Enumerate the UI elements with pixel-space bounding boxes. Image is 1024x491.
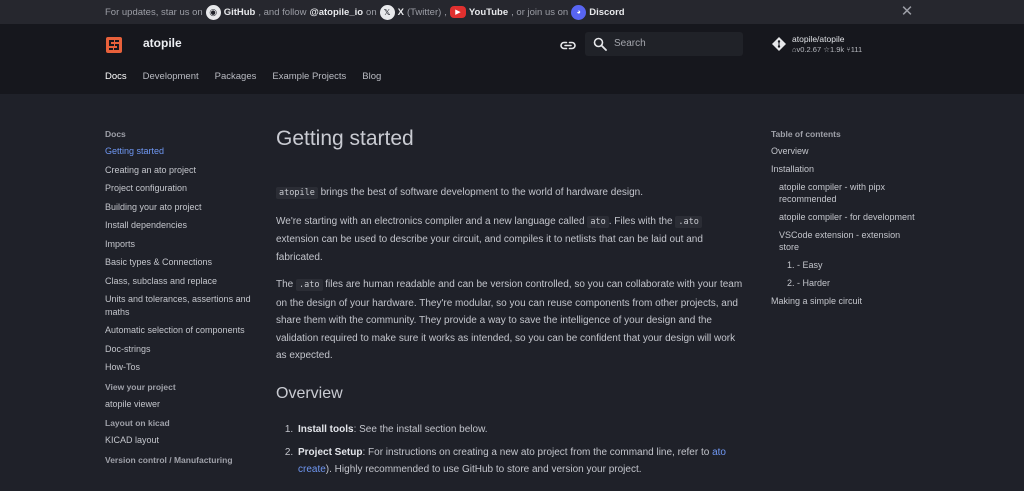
inline-code: ato bbox=[587, 216, 608, 228]
announce-follow: , and follow bbox=[258, 6, 307, 18]
site-title[interactable]: atopile bbox=[143, 36, 182, 50]
toc-item-installation[interactable]: Installation bbox=[771, 164, 815, 174]
announce-comma: , bbox=[444, 6, 447, 18]
list-item-text: : For instructions on creating a new ato project from the command line, refer to bbox=[362, 446, 713, 458]
sidebar-item-getting-started[interactable]: Getting started bbox=[105, 146, 165, 156]
youtube-icon[interactable]: ▶ bbox=[450, 6, 466, 18]
twitter-handle-link[interactable]: @atopile_io bbox=[309, 6, 364, 18]
tab-packages[interactable]: Packages bbox=[214, 71, 257, 82]
repo-stats bbox=[792, 45, 862, 54]
paragraph-text: The bbox=[276, 279, 297, 290]
close-icon[interactable]: ✕ bbox=[900, 3, 914, 20]
table-of-contents bbox=[771, 129, 921, 313]
toc-item-development[interactable]: atopile compiler - for development bbox=[779, 212, 915, 222]
x-link[interactable]: X bbox=[397, 6, 404, 18]
paragraph-text: . Files with the bbox=[608, 215, 676, 227]
announcement-bar bbox=[0, 0, 1024, 24]
fork-icon: ⑂ bbox=[846, 45, 851, 54]
repo-link[interactable] bbox=[771, 33, 891, 57]
announce-or-join: , or join us on bbox=[511, 6, 569, 18]
list-item-title: Install tools bbox=[298, 423, 354, 435]
sidebar-item-install-deps[interactable]: Install dependencies bbox=[105, 220, 188, 230]
sidebar-item-doc-strings[interactable]: Doc-strings bbox=[105, 343, 151, 354]
logo-icon[interactable] bbox=[106, 37, 122, 53]
sidebar-section-view: View your project bbox=[105, 381, 176, 392]
sidebar-item-creating-project[interactable]: Creating an ato project bbox=[105, 164, 197, 175]
toc-item-easy[interactable]: 1. - Easy bbox=[787, 260, 823, 270]
intro-paragraph bbox=[276, 184, 746, 203]
list-item bbox=[296, 421, 746, 438]
search-box[interactable] bbox=[585, 32, 743, 56]
paragraph-text: We're starting with an electronics compiler and a new language called bbox=[276, 215, 588, 227]
repo-version: v0.2.67 bbox=[796, 45, 822, 54]
search-placeholder: Search bbox=[614, 38, 646, 49]
tab-docs[interactable]: Docs bbox=[105, 71, 127, 82]
toc-item-harder[interactable]: 2. - Harder bbox=[787, 278, 831, 288]
compiler-paragraph bbox=[276, 213, 746, 267]
sidebar-item-how-tos[interactable]: How-Tos bbox=[105, 362, 141, 372]
link-icon[interactable] bbox=[559, 36, 577, 54]
sidebar-section-version-control: Version control / Manufacturing bbox=[105, 454, 233, 465]
inline-code: .ato bbox=[675, 216, 701, 228]
list-item-text: ). Highly recommended to use GitHub to store and version your project. bbox=[325, 463, 642, 475]
discord-icon[interactable]: ◕ bbox=[571, 5, 586, 20]
sidebar-item-imports[interactable]: Imports bbox=[105, 238, 136, 249]
main-content bbox=[276, 127, 746, 484]
announce-on: on bbox=[366, 6, 377, 18]
sidebar-item-building[interactable]: Building your ato project bbox=[105, 201, 202, 212]
page-title: Getting started bbox=[276, 127, 414, 150]
announce-prefix: For updates, star us on bbox=[105, 6, 203, 18]
overview-list bbox=[296, 421, 746, 478]
announcement-text bbox=[105, 0, 625, 24]
discord-link[interactable]: Discord bbox=[589, 6, 625, 18]
sidebar-item-basic-types[interactable]: Basic types & Connections bbox=[105, 257, 213, 267]
toc-item-vscode[interactable]: VSCode extension - extension store bbox=[779, 230, 901, 252]
sidebar-item-kicad-layout[interactable]: KICAD layout bbox=[105, 435, 160, 445]
git-icon bbox=[771, 36, 787, 52]
github-link[interactable]: GitHub bbox=[223, 6, 256, 18]
repo-stars: 1.9k bbox=[829, 45, 845, 54]
paragraph-text: brings the best of software development to the world of hardware design. bbox=[317, 187, 644, 198]
paragraph-text: files are human readable and can be version controlled, so you can collaborate with your team on the design of your hardware. They're modular, so you can reuse components from other projects, and share them with the community. They provide a way to save the intelligence of your design and the validation required to make sure it works as intended, so you can be confident that your design will work as expected. bbox=[276, 279, 743, 361]
sidebar-nav bbox=[105, 129, 255, 471]
x-icon[interactable]: 𝕏 bbox=[380, 5, 395, 20]
nav-tabs bbox=[105, 71, 381, 82]
tag-icon: ⌂ bbox=[792, 45, 797, 54]
list-item bbox=[296, 444, 746, 478]
sidebar-item-units[interactable]: Units and tolerances, assertions and maths bbox=[105, 294, 251, 317]
github-icon[interactable]: ◉ bbox=[206, 5, 221, 20]
list-item-text: : See the install section below. bbox=[353, 423, 488, 435]
sidebar-item-viewer[interactable]: atopile viewer bbox=[105, 398, 161, 409]
site-header bbox=[0, 24, 1024, 94]
toc-title: Table of contents bbox=[771, 129, 841, 139]
sidebar-item-auto-selection[interactable]: Automatic selection of components bbox=[105, 325, 245, 335]
search-icon bbox=[593, 37, 607, 51]
youtube-link[interactable]: YouTube bbox=[468, 6, 509, 18]
sidebar-item-class-subclass[interactable]: Class, subclass and replace bbox=[105, 275, 218, 286]
sidebar-section-docs: Docs bbox=[105, 129, 126, 139]
files-paragraph bbox=[276, 276, 746, 365]
x-twitter-label: (Twitter) bbox=[406, 6, 442, 18]
toc-item-overview[interactable]: Overview bbox=[771, 146, 809, 156]
ato-create-link[interactable]: ato create bbox=[298, 446, 726, 475]
toc-item-pipx[interactable]: atopile compiler - with pipx recommended bbox=[779, 182, 886, 204]
tab-development[interactable]: Development bbox=[142, 71, 199, 82]
list-item-title: Project Setup bbox=[298, 446, 363, 458]
star-icon: ☆ bbox=[823, 45, 830, 54]
sidebar-item-project-config[interactable]: Project configuration bbox=[105, 183, 188, 193]
paragraph-text: extension can be used to describe your circuit, and compiles it to netlists that can be laid out and fabricated. bbox=[276, 234, 703, 263]
inline-code: atopile bbox=[276, 187, 318, 199]
tab-example-projects[interactable]: Example Projects bbox=[272, 71, 347, 82]
sidebar-section-layout: Layout on kicad bbox=[105, 418, 170, 428]
tab-blog[interactable]: Blog bbox=[362, 71, 382, 82]
inline-code: .ato bbox=[296, 279, 322, 291]
repo-forks: 111 bbox=[850, 45, 863, 54]
repo-name: atopile/atopile bbox=[792, 34, 845, 44]
overview-heading: Overview bbox=[276, 384, 343, 402]
toc-item-simple-circuit[interactable]: Making a simple circuit bbox=[771, 296, 863, 306]
